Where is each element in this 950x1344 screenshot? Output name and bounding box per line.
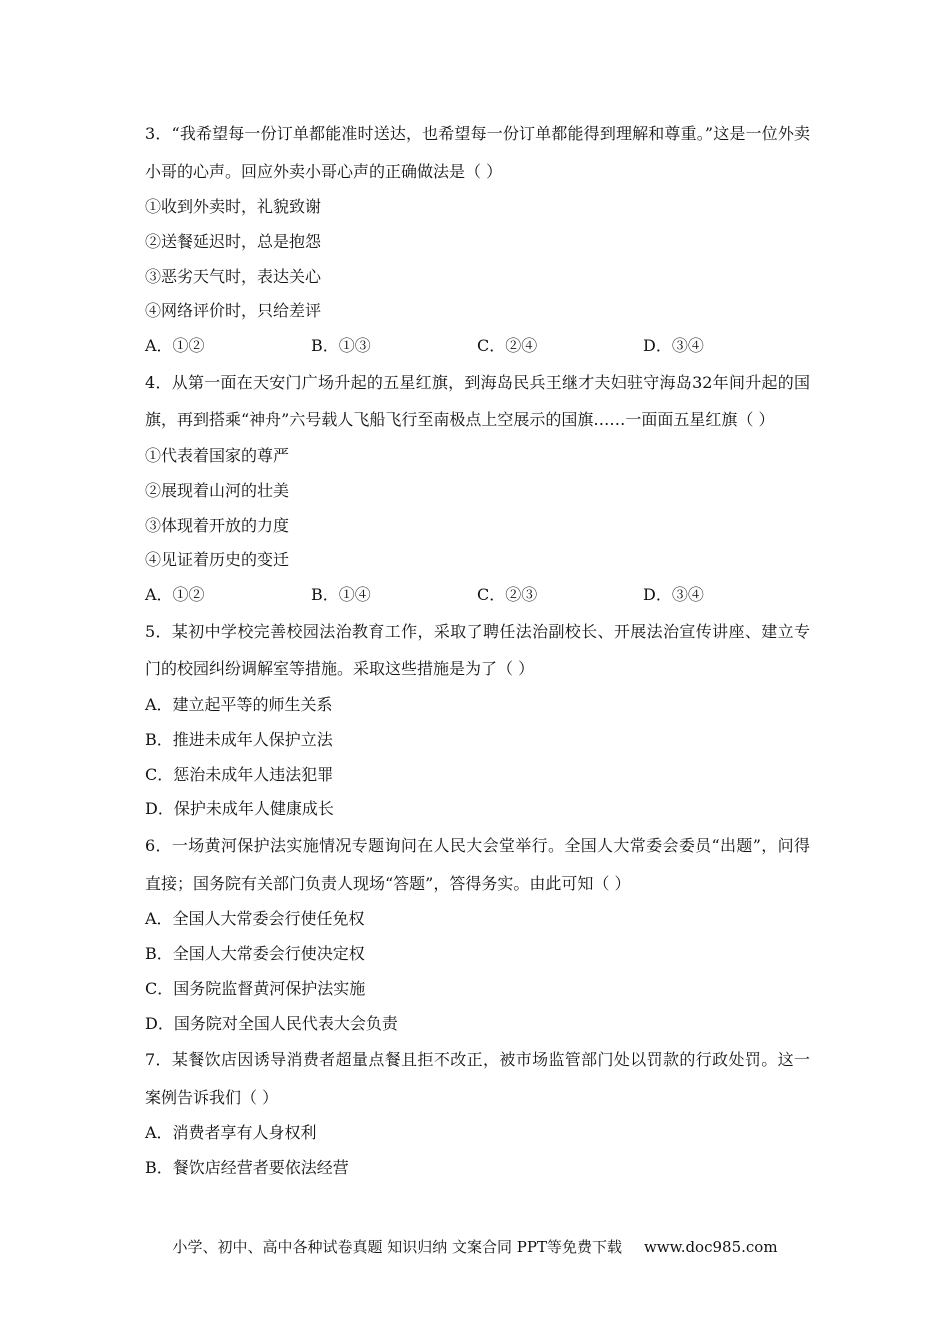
option-d: D．③④: [643, 585, 704, 605]
footer-url: www.doc985.com: [643, 1238, 778, 1256]
option-d: D．保护未成年人健康成长: [145, 799, 334, 819]
option-c: C．②④: [477, 336, 538, 356]
statement-item: ④网络评价时，只给差评: [145, 301, 322, 321]
option-a: A．建立起平等的师生关系: [145, 694, 333, 714]
question-6: [145, 827, 810, 1041]
statement-item: ②送餐延迟时，总是抱怨: [145, 231, 322, 251]
option-c: C．②③: [477, 585, 538, 605]
question-4: [145, 364, 810, 613]
statement-item: ③恶劣天气时，表达关心: [145, 266, 322, 286]
statement-item: ②展现着山河的壮美: [145, 480, 290, 500]
option-a: A．①②: [145, 336, 205, 356]
option-a: A．全国人大常委会行使任免权: [145, 909, 365, 929]
question-stem: 4．从第一面在天安门广场升起的五星红旗，到海岛民兵王继才夫妇驻守海岛32年间升起的国旗，再到搭乘“神舟”六号载人飞船飞行至南极点上空展示的国旗……一面面五星红旗（ ）: [145, 372, 810, 430]
option-b: B．①④: [311, 585, 371, 605]
question-list: [145, 115, 810, 1186]
statement-item: ④见证着历史的变迁: [145, 550, 290, 570]
option-c: C．国务院监督黄河保护法实施: [145, 978, 366, 998]
question-7: [145, 1041, 810, 1186]
option-b: B．全国人大常委会行使决定权: [145, 943, 365, 963]
answer-options: [145, 578, 810, 613]
option-a: A．消费者享有人身权利: [145, 1123, 317, 1143]
page-footer: [0, 1236, 950, 1257]
option-d: D．③④: [643, 336, 704, 356]
option-d: D．国务院对全国人民代表大会负责: [145, 1013, 398, 1033]
statement-item: ③体现着开放的力度: [145, 515, 290, 535]
option-b: B．推进未成年人保护立法: [145, 729, 333, 749]
option-b: B．①③: [311, 336, 371, 356]
statement-item: ①收到外卖时，礼貌致谢: [145, 197, 322, 216]
footer-text: 小学、初中、高中各种试卷真题 知识归纳 文案合同 PPT等免费下载: [172, 1238, 622, 1256]
statement-item: ①代表着国家的尊严: [145, 445, 290, 465]
question-stem: 3．“我希望每一份订单都能准时送达，也希望每一份订单都能得到理解和尊重。”这是一位外卖小哥的心声。回应外卖小哥心声的正确做法是（ ）: [145, 124, 810, 181]
option-c: C．惩治未成年人违法犯罪: [145, 764, 334, 784]
option-b: B．餐饮店经营者要依法经营: [145, 1158, 349, 1178]
question-stem: 6．一场黄河保护法实施情况专题询问在人民大会堂举行。全国人大常委会委员“出题”，问得直接；国务院有关部门负责人现场“答题”，答得务实。由此可知（ ）: [145, 836, 810, 893]
question-5: [145, 613, 810, 827]
question-3: [145, 115, 810, 364]
question-stem: 7．某餐饮店因诱导消费者超量点餐且拒不改正，被市场监管部门处以罚款的行政处罚。这一案例告诉我们（ ）: [145, 1050, 810, 1107]
option-a: A．①②: [145, 585, 205, 605]
answer-options: [145, 329, 810, 364]
question-stem: 5．某初中学校完善校园法治教育工作，采取了聘任法治副校长、开展法治宣传讲座、建立专门的校园纠纷调解室等措施。采取这些措施是为了（ ）: [145, 621, 810, 679]
